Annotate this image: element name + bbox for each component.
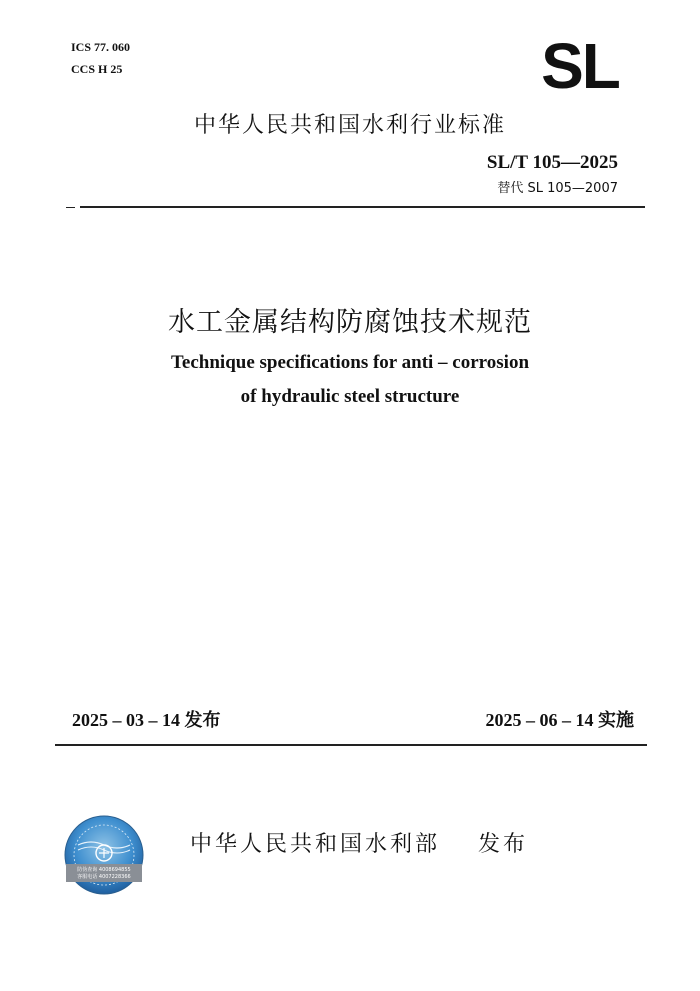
- divider-bottom: [55, 744, 647, 746]
- english-title-line1: Technique specifications for anti – corrosion: [170, 352, 530, 373]
- publisher-block: [190, 827, 528, 858]
- industry-standard-title: 中华人民共和国水利行业标准: [193, 113, 506, 138]
- issue-date-block: [72, 706, 221, 732]
- english-title-line2: of hydraulic steel structure: [240, 386, 460, 407]
- sl-logo-text: SL: [541, 38, 619, 90]
- publisher-action: 发布: [478, 832, 529, 857]
- chinese-title: 水工金属结构防腐蚀技术规范: [168, 307, 532, 338]
- replaces-standard: 替代 SL 105—2007: [497, 181, 618, 196]
- divider-short: [66, 207, 75, 208]
- ccs-code: CCS H 25: [71, 62, 123, 76]
- ics-code: ICS 77. 060: [71, 40, 131, 54]
- implementation-date: 2025 – 06 – 14: [485, 710, 594, 730]
- anti-counterfeit-seal: [64, 815, 144, 895]
- issue-label: 发布: [184, 710, 221, 731]
- issue-date: 2025 – 03 – 14: [72, 710, 180, 730]
- implementation-label: 实施: [598, 710, 634, 731]
- sl-logo: [528, 38, 632, 90]
- standard-number: SL/T 105—2025: [486, 152, 618, 173]
- publisher-name: 中华人民共和国水利部: [190, 832, 441, 857]
- implementation-date-block: [486, 706, 635, 732]
- seal-code-line1: 防伪查询 4008694855: [77, 867, 131, 873]
- divider-top: [80, 206, 645, 208]
- seal-code-line2: 客服电话 4007228366: [77, 874, 131, 880]
